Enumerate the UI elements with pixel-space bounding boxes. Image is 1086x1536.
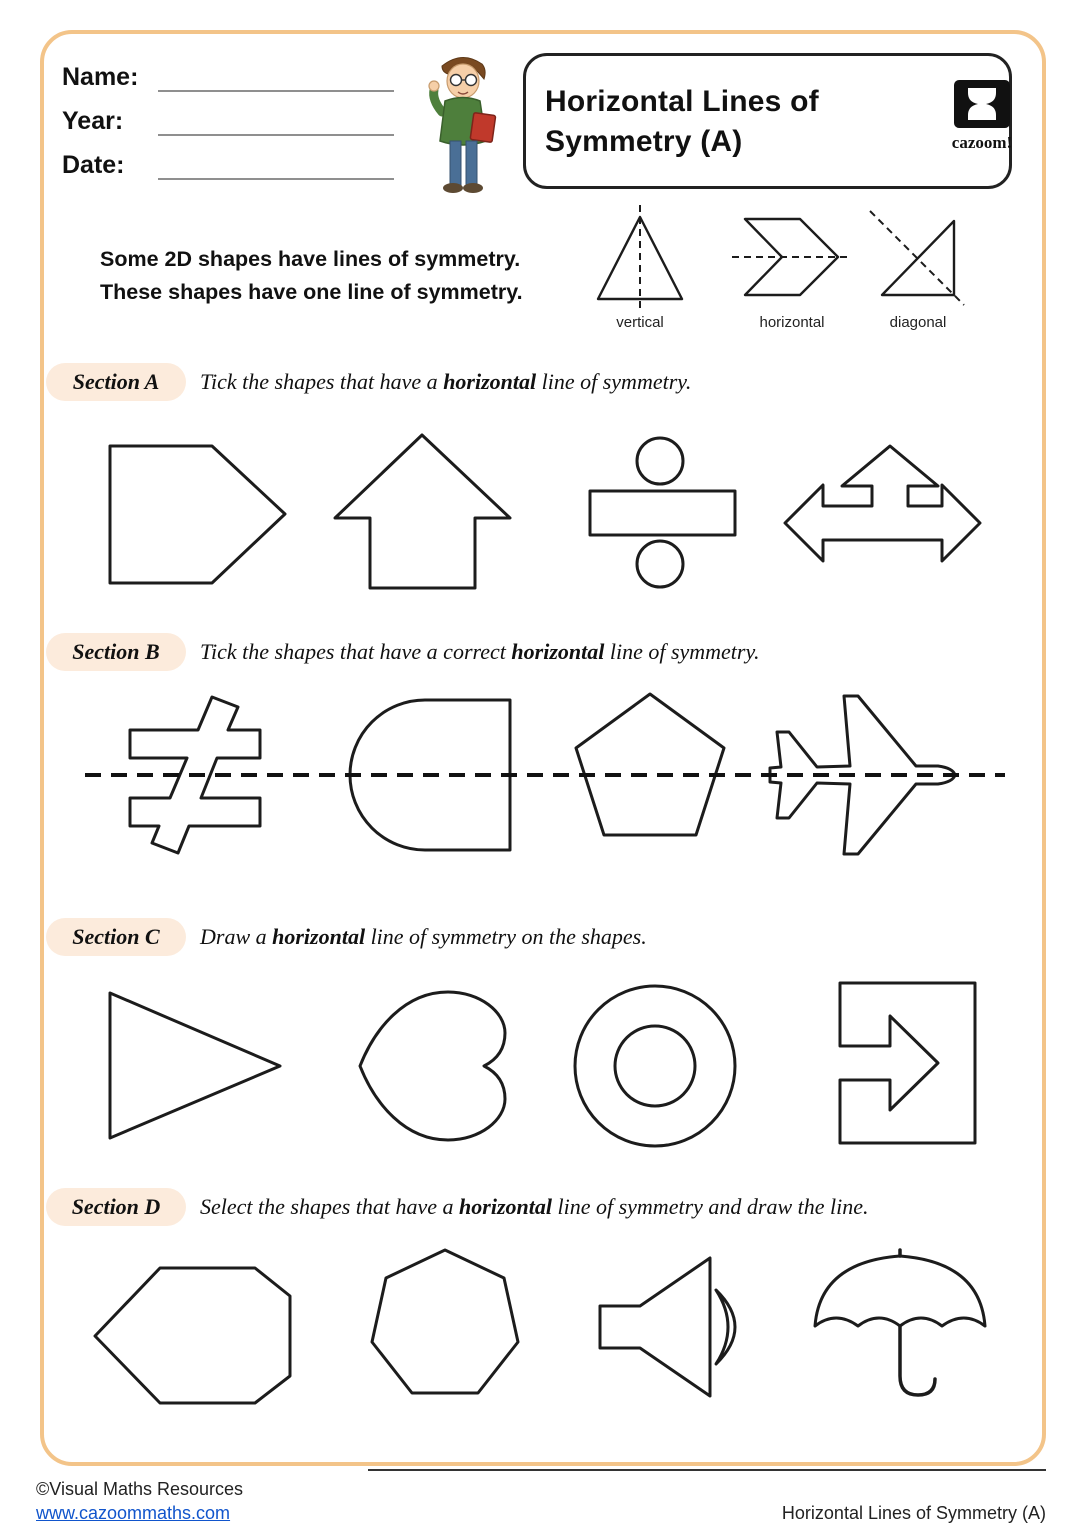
shape-heart[interactable]	[360, 992, 505, 1140]
cazoom-logo-text: cazoom!	[951, 133, 1013, 152]
shape-three-way-arrow[interactable]	[785, 446, 980, 561]
teacher-glasses-right	[466, 75, 477, 86]
shape-right-triangle[interactable]	[110, 993, 280, 1138]
year-label: Year:	[62, 107, 124, 135]
section-d-shapes	[60, 1248, 1020, 1423]
example-triangle-vertical	[598, 205, 682, 311]
shape-square-arrow[interactable]	[840, 983, 975, 1143]
teacher-shoe-right	[463, 183, 483, 193]
page-title	[545, 82, 819, 162]
name-field	[62, 58, 394, 92]
footer-website-link[interactable]: www.cazoommaths.com	[36, 1503, 231, 1523]
shape-up-arrow[interactable]	[335, 435, 510, 588]
section-a-shapes	[60, 428, 1020, 598]
shape-pentagon-arrow[interactable]	[110, 446, 285, 583]
shape-ring[interactable]	[575, 986, 735, 1146]
section-c-instruction: Draw a horizontal line of symmetry on the shapes.	[200, 924, 647, 949]
intro-line2: These shapes have one line of symmetry.	[100, 280, 523, 304]
date-field	[62, 146, 394, 180]
section-c-pill: Section C	[46, 918, 186, 956]
intro-line1: Some 2D shapes have lines of symmetry.	[100, 247, 521, 271]
name-label: Name:	[62, 63, 139, 91]
footer-copyright: ©Visual Maths Resources	[36, 1479, 244, 1499]
teacher-hand	[429, 81, 439, 91]
teacher-glasses-left	[451, 75, 462, 86]
symmetry-examples	[560, 205, 1020, 317]
name-input-line[interactable]	[158, 64, 394, 92]
teacher-leg-right	[466, 141, 477, 185]
teacher-clipart	[412, 48, 512, 203]
date-label: Date:	[62, 151, 125, 179]
umbrella-handle	[900, 1326, 935, 1395]
year-input-line[interactable]	[158, 108, 394, 136]
section-b-shapes	[60, 680, 1020, 870]
example-label-horizontal: horizontal	[759, 314, 825, 331]
section-b-pill: Section B	[46, 633, 186, 671]
section-d-instruction: Select the shapes that have a horizontal line of symmetry and draw the line.	[200, 1194, 869, 1219]
page-title-line2: Symmetry (A)	[545, 125, 743, 158]
section-d-pill: Section D	[46, 1188, 186, 1226]
footer-rule	[368, 1469, 1046, 1471]
section-a-instruction: Tick the shapes that have a horizontal line of symmetry.	[200, 369, 692, 394]
shape-umbrella[interactable]	[815, 1250, 985, 1395]
teacher-shoe-left	[443, 183, 463, 193]
cazoom-logo-icon	[948, 80, 1016, 132]
teacher-arm	[434, 90, 442, 112]
example-label-vertical: vertical	[616, 314, 664, 331]
date-input-line[interactable]	[158, 152, 394, 180]
teacher-book	[470, 113, 496, 143]
speaker-sound-wave	[716, 1290, 735, 1364]
shape-banner-tag[interactable]	[95, 1268, 290, 1403]
shape-speaker[interactable]	[600, 1258, 735, 1396]
section-c-shapes	[60, 978, 1020, 1153]
example-label-diagonal: diagonal	[889, 314, 947, 331]
example-chevron-horizontal	[732, 219, 850, 295]
teacher-leg-left	[450, 141, 461, 185]
shape-heptagon[interactable]	[372, 1250, 518, 1393]
section-b-instruction: Tick the shapes that have a correct horizontal line of symmetry.	[200, 639, 760, 664]
page-title-line1: Horizontal Lines of	[545, 85, 819, 118]
example-triangle-diagonal	[870, 211, 964, 305]
year-field	[62, 102, 394, 136]
intro-text	[100, 243, 523, 309]
shape-pentagon[interactable]	[576, 694, 724, 835]
footer-doc-title: Horizontal Lines of Symmetry (A)	[781, 1503, 1046, 1523]
section-a-pill: Section A	[46, 363, 186, 401]
shape-division-sign[interactable]	[590, 438, 735, 587]
